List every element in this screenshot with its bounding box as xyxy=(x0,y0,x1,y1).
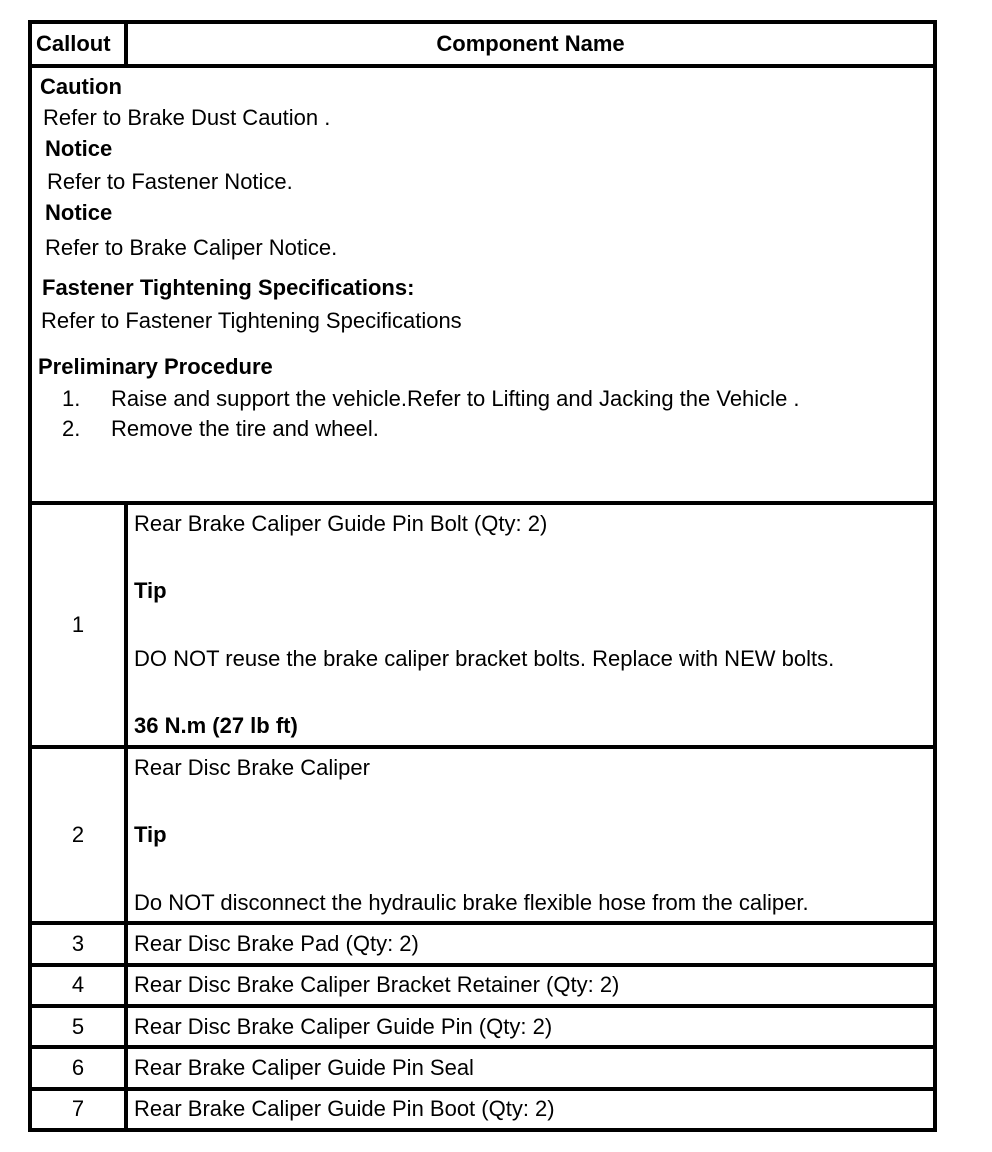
component-name: Rear Disc Brake Caliper Guide Pin (Qty: 2) xyxy=(134,1014,553,1039)
notice-text: Refer to Brake Caliper Notice. xyxy=(45,235,338,260)
row-divider xyxy=(32,745,933,749)
callout-number: 4 xyxy=(71,972,85,997)
component-name: Rear Disc Brake Caliper xyxy=(134,755,370,780)
step-number: 2. xyxy=(62,416,81,441)
callout-number: 7 xyxy=(71,1096,85,1121)
tip-text: DO NOT reuse the brake caliper bracket bolts. Replace with NEW bolts. xyxy=(134,646,835,671)
component-name: Rear Brake Caliper Guide Pin Boot (Qty: 2) xyxy=(134,1096,555,1121)
callout-number: 5 xyxy=(71,1014,85,1039)
row-divider xyxy=(32,963,933,967)
step-text: Raise and support the vehicle.Refer to Lifting and Jacking the Vehicle . xyxy=(111,386,800,411)
tip-label: Tip xyxy=(134,822,167,847)
notice-heading: Notice xyxy=(45,200,113,225)
callout-number: 1 xyxy=(71,612,85,637)
callout-number: 3 xyxy=(71,931,85,956)
header-component-name: Component Name xyxy=(436,31,625,56)
step-number: 1. xyxy=(62,386,81,411)
caution-heading: Caution xyxy=(40,74,122,99)
callout-number: 6 xyxy=(71,1055,85,1080)
preliminary-heading: Preliminary Procedure xyxy=(38,354,273,379)
step-text: Remove the tire and wheel. xyxy=(111,416,379,441)
component-table xyxy=(28,20,937,1132)
caution-text: Refer to Brake Dust Caution . xyxy=(43,105,331,130)
component-name: Rear Disc Brake Caliper Bracket Retainer (Qty: 2) xyxy=(134,972,620,997)
header-divider xyxy=(32,64,933,68)
column-divider xyxy=(124,505,128,1128)
component-name: Rear Disc Brake Pad (Qty: 2) xyxy=(134,931,419,956)
row-divider xyxy=(32,921,933,925)
tip-text: Do NOT disconnect the hydraulic brake flexible hose from the caliper. xyxy=(134,890,809,915)
fastener-heading: Fastener Tightening Specifications: xyxy=(42,275,415,300)
intro-divider xyxy=(32,501,933,505)
notice-text: Refer to Fastener Notice. xyxy=(47,169,293,194)
tip-label: Tip xyxy=(134,578,167,603)
component-name: Rear Brake Caliper Guide Pin Seal xyxy=(134,1055,474,1080)
row-divider xyxy=(32,1087,933,1091)
row-divider xyxy=(32,1045,933,1049)
header-callout: Callout xyxy=(36,31,111,56)
fastener-text: Refer to Fastener Tightening Specifications xyxy=(41,308,462,333)
callout-number: 2 xyxy=(71,822,85,847)
row-divider xyxy=(32,1004,933,1008)
notice-heading: Notice xyxy=(45,136,113,161)
component-name: Rear Brake Caliper Guide Pin Bolt (Qty: 2) xyxy=(134,511,548,536)
torque-spec: 36 N.m (27 lb ft) xyxy=(134,713,298,738)
